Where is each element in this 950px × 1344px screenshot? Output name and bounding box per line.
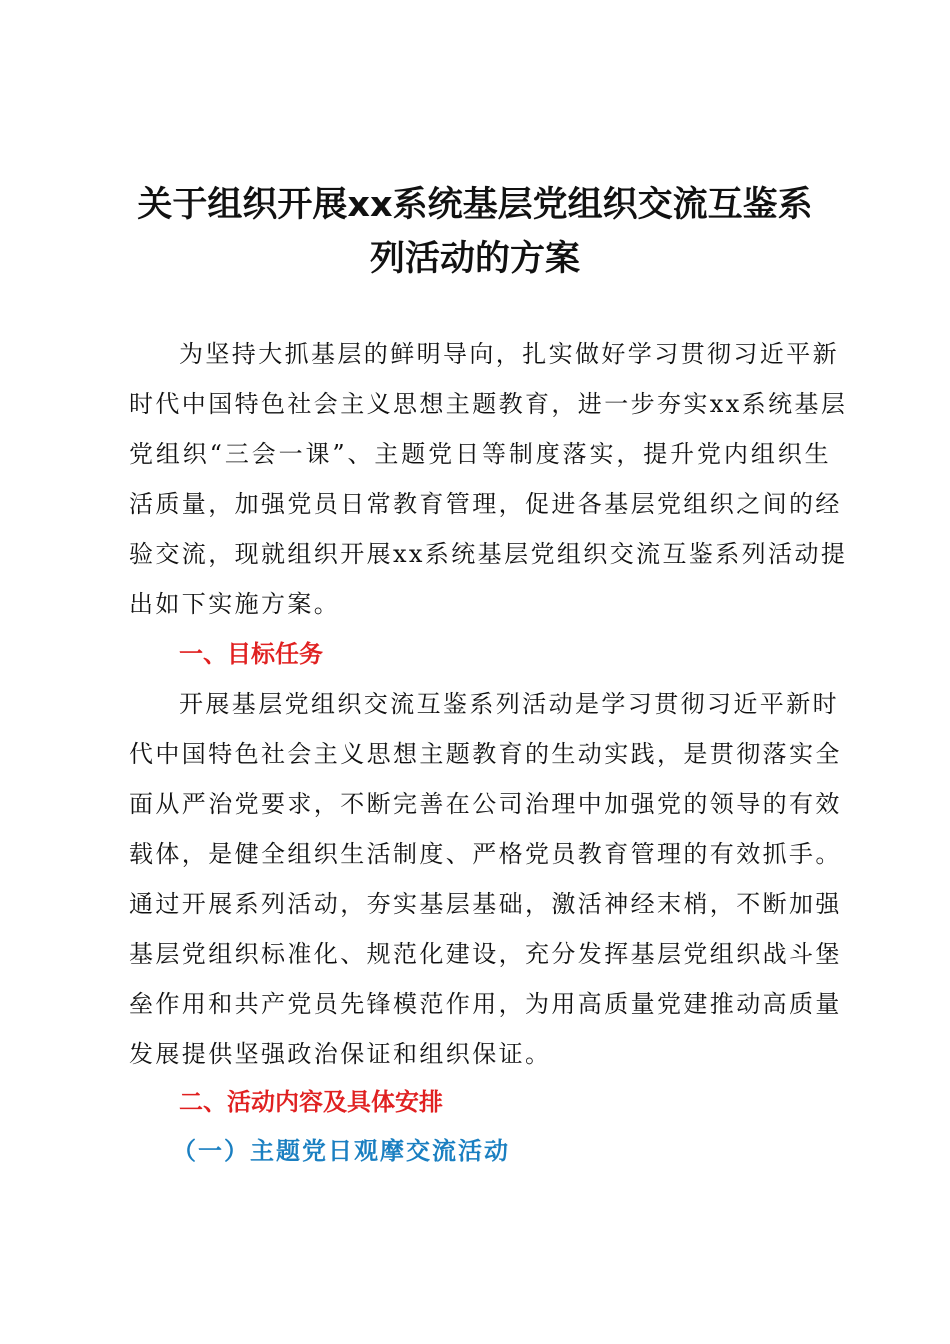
goals-line: 发展提供坚强政治保证和组织保证。 (129, 1040, 552, 1068)
subsection-heading-theme-day: （一）主题党日观摩交流活动 (172, 1136, 510, 1165)
intro-line: 时代中国特色社会主义思想主题教育，进一步夯实xx系统基层 (129, 390, 848, 418)
goals-line: 垒作用和共产党员先锋模范作用，为用高质量党建推动高质量 (129, 990, 842, 1018)
intro-line: 验交流，现就组织开展xx系统基层党组织交流互鉴系列活动提 (129, 540, 848, 568)
document-title (110, 178, 840, 286)
section-heading-goals: 一、目标任务 (179, 640, 323, 668)
title-line-1: 关于组织开展xx系统基层党组织交流互鉴系 (137, 185, 813, 225)
goals-line: 基层党组织标准化、规范化建设，充分发挥基层党组织战斗堡 (129, 940, 842, 968)
goals-line: 面从严治党要求，不断完善在公司治理中加强党的领导的有效 (129, 790, 842, 818)
section-heading-activities: 二、活动内容及具体安排 (179, 1088, 443, 1116)
intro-paragraph (129, 329, 848, 629)
goals-paragraph (129, 679, 842, 1079)
goals-line: 载体，是健全组织生活制度、严格党员教育管理的有效抓手。 (129, 840, 842, 868)
title-line-2: 列活动的方案 (369, 239, 580, 279)
goals-line: 通过开展系列活动，夯实基层基础，激活神经末梢，不断加强 (129, 890, 842, 918)
intro-line: 出如下实施方案。 (129, 590, 341, 618)
goals-line: 开展基层党组织交流互鉴系列活动是学习贯彻习近平新时 (179, 690, 839, 718)
intro-line: 活质量，加强党员日常教育管理，促进各基层党组织之间的经 (129, 490, 842, 518)
intro-line: 党组织“三会一课”、主题党日等制度落实，提升党内组织生 (129, 440, 831, 468)
goals-line: 代中国特色社会主义思想主题教育的生动实践，是贯彻落实全 (129, 740, 842, 768)
intro-line: 为坚持大抓基层的鲜明导向，扎实做好学习贯彻习近平新 (179, 340, 839, 368)
